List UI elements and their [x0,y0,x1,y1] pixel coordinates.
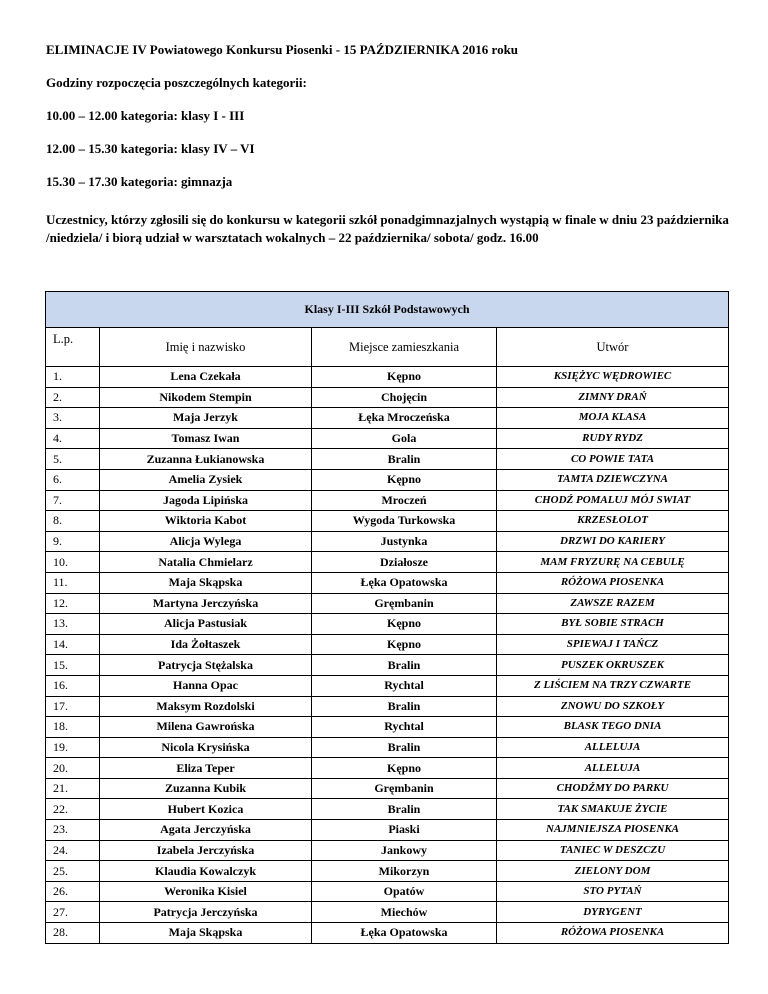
participant-place: Bralin [312,696,497,717]
participant-place: Chojęcin [312,387,497,408]
participant-name: Martyna Jerczyńska [100,593,312,614]
column-header-place: Miejsce zamieszkania [312,328,497,367]
column-header-lp: L.p. [46,328,100,367]
table-row [46,820,729,841]
participant-place: Piaski [312,820,497,841]
participant-name: Eliza Teper [100,758,312,779]
row-number: 10. [46,552,100,573]
table-row [46,490,729,511]
row-number: 19. [46,737,100,758]
table-row [46,778,729,799]
schedule-line-1: 10.00 – 12.00 kategoria: klasy I - III [46,108,245,123]
row-number: 18. [46,717,100,738]
participant-name: Zuzanna Łukianowska [100,449,312,470]
table-row [46,408,729,429]
participant-place: Bralin [312,799,497,820]
participant-place: Justynka [312,531,497,552]
row-number: 15. [46,655,100,676]
participant-name: Zuzanna Kubik [100,778,312,799]
table-row [46,634,729,655]
column-header-song: Utwór [497,328,729,367]
schedule-heading: Godziny rozpoczęcia poszczególnych kategorii: [46,75,307,90]
row-number: 7. [46,490,100,511]
table-row [46,469,729,490]
song-title: KRZESŁOLOT [497,511,729,532]
table-row [46,552,729,573]
song-title: ALLELUJA [497,737,729,758]
participant-place: Kępno [312,758,497,779]
participant-name: Alicja Wylega [100,531,312,552]
participant-place: Kępno [312,634,497,655]
document-header [46,41,736,262]
participant-place: Jankowy [312,840,497,861]
table-row [46,861,729,882]
table-row [46,902,729,923]
participant-name: Maja Skąpska [100,923,312,944]
table-row [46,696,729,717]
participant-place: Bralin [312,655,497,676]
participants-table [45,291,729,944]
participant-name: Maja Skąpska [100,572,312,593]
song-title: CHODŹ POMALUJ MÓJ SWIAT [497,490,729,511]
participant-place: Mikorzyn [312,861,497,882]
table-row [46,717,729,738]
table-row [46,675,729,696]
song-title: DYRYGENT [497,902,729,923]
row-number: 6. [46,469,100,490]
table-row [46,881,729,902]
song-title: BYŁ SOBIE STRACH [497,614,729,635]
participant-place: Działosze [312,552,497,573]
song-title: TAK SMAKUJE ŻYCIE [497,799,729,820]
table-row [46,758,729,779]
participant-name: Ida Żołtaszek [100,634,312,655]
participant-name: Maksym Rozdolski [100,696,312,717]
participant-place: Rychtal [312,675,497,696]
participant-place: Kępno [312,469,497,490]
participant-place: Gola [312,428,497,449]
participant-place: Kępno [312,614,497,635]
participant-name: Weronika Kisiel [100,881,312,902]
song-title: STO PYTAŃ [497,881,729,902]
schedule-line-2: 12.00 – 15.30 kategoria: klasy IV – VI [46,141,255,156]
table-row [46,367,729,388]
row-number: 23. [46,820,100,841]
table-row [46,840,729,861]
song-title: KSIĘŻYC WĘDROWIEC [497,367,729,388]
row-number: 8. [46,511,100,532]
row-number: 25. [46,861,100,882]
column-header-name: Imię i nazwisko [100,328,312,367]
participant-place: Opatów [312,881,497,902]
row-number: 21. [46,778,100,799]
participant-place: Wygoda Turkowska [312,511,497,532]
participant-name: Lena Czekała [100,367,312,388]
table-row [46,531,729,552]
song-title: DRZWI DO KARIERY [497,531,729,552]
row-number: 5. [46,449,100,470]
participant-place: Łęka Opatowska [312,923,497,944]
song-title: ALLELUJA [497,758,729,779]
table-row [46,572,729,593]
row-number: 22. [46,799,100,820]
row-number: 1. [46,367,100,388]
row-number: 28. [46,923,100,944]
table-row [46,799,729,820]
table-row [46,655,729,676]
row-number: 3. [46,408,100,429]
participant-place: Łęka Mroczeńska [312,408,497,429]
song-title: ZNOWU DO SZKOŁY [497,696,729,717]
song-title: MAM FRYZURĘ NA CEBULĘ [497,552,729,573]
participant-place: Łęka Opatowska [312,572,497,593]
table-header-row [46,328,729,367]
row-number: 13. [46,614,100,635]
table-row [46,614,729,635]
participant-place: Gręmbanin [312,593,497,614]
table-row [46,511,729,532]
participant-place: Mroczeń [312,490,497,511]
participant-name: Jagoda Lipińska [100,490,312,511]
table-body [46,367,729,944]
participant-name: Maja Jerzyk [100,408,312,429]
row-number: 9. [46,531,100,552]
participant-place: Kępno [312,367,497,388]
row-number: 12. [46,593,100,614]
table-row [46,449,729,470]
schedule-line-3: 15.30 – 17.30 kategoria: gimnazja [46,174,233,189]
song-title: RÓŻOWA PIOSENKA [497,572,729,593]
song-title: RUDY RYDZ [497,428,729,449]
table-row [46,593,729,614]
table-row [46,737,729,758]
row-number: 16. [46,675,100,696]
song-title: TANIEC W DESZCZU [497,840,729,861]
participant-name: Hubert Kozica [100,799,312,820]
table-caption: Klasy I-III Szkół Podstawowych [46,292,729,328]
participant-place: Bralin [312,737,497,758]
participant-name: Nicola Krysińska [100,737,312,758]
participant-name: Izabela Jerczyńska [100,840,312,861]
table-row [46,923,729,944]
row-number: 4. [46,428,100,449]
participant-name: Natalia Chmielarz [100,552,312,573]
song-title: PUSZEK OKRUSZEK [497,655,729,676]
participant-place: Bralin [312,449,497,470]
participant-name: Amelia Zysiek [100,469,312,490]
row-number: 17. [46,696,100,717]
song-title: CHODŹMY DO PARKU [497,778,729,799]
document-title: ELIMINACJE IV Powiatowego Konkursu Piosenki - 15 PAŹDZIERNIKA 2016 roku [46,42,519,57]
row-number: 26. [46,881,100,902]
participant-name: Nikodem Stempin [100,387,312,408]
song-title: NAJMNIEJSZA PIOSENKA [497,820,729,841]
participant-name: Patrycja Jerczyńska [100,902,312,923]
participant-name: Wiktoria Kabot [100,511,312,532]
song-title: TAMTA DZIEWCZYNA [497,469,729,490]
participant-name: Klaudia Kowalczyk [100,861,312,882]
row-number: 20. [46,758,100,779]
row-number: 11. [46,572,100,593]
finale-notice: Uczestnicy, którzy zgłosili się do konkursu w kategorii szkół ponadgimnazjalnych wystąpią w finale w dniu 23 października /niedziela/ i biorą udział w warsztatach wokalnych – 22 października/ sobota/ godz. 16.00 [46,212,729,245]
row-number: 14. [46,634,100,655]
participant-name: Alicja Pastusiak [100,614,312,635]
row-number: 27. [46,902,100,923]
song-title: SPIEWAJ I TAŃCZ [497,634,729,655]
participant-place: Rychtal [312,717,497,738]
song-title: ZIELONY DOM [497,861,729,882]
participant-place: Miechów [312,902,497,923]
song-title: CO POWIE TATA [497,449,729,470]
song-title: Z LIŚCIEM NA TRZY CZWARTE [497,675,729,696]
participant-name: Milena Gawrońska [100,717,312,738]
song-title: ZIMNY DRAŃ [497,387,729,408]
table-row [46,387,729,408]
row-number: 24. [46,840,100,861]
row-number: 2. [46,387,100,408]
song-title: BLASK TEGO DNIA [497,717,729,738]
song-title: RÓŻOWA PIOSENKA [497,923,729,944]
song-title: ZAWSZE RAZEM [497,593,729,614]
participant-name: Tomasz Iwan [100,428,312,449]
table-row [46,428,729,449]
participant-place: Gręmbanin [312,778,497,799]
participant-name: Agata Jerczyńska [100,820,312,841]
participant-name: Hanna Opac [100,675,312,696]
participant-name: Patrycja Stężalska [100,655,312,676]
song-title: MOJA KLASA [497,408,729,429]
